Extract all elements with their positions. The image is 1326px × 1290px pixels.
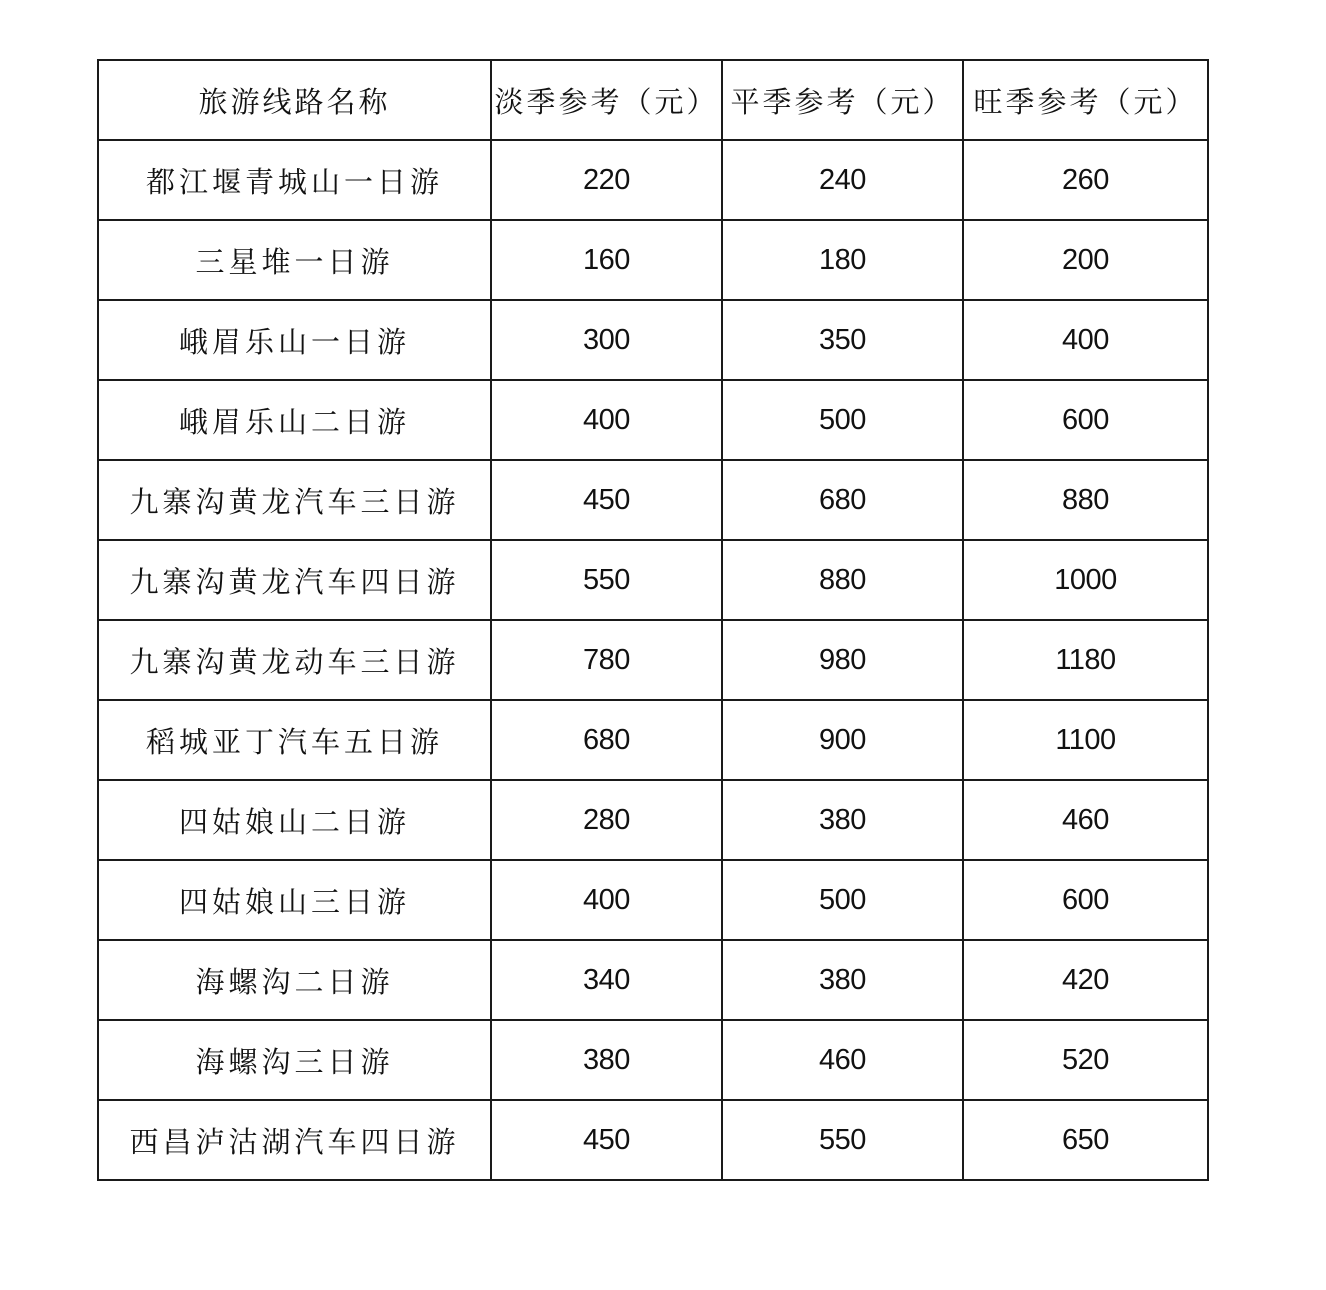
table-row (98, 860, 1208, 940)
mid-season-price-cell: 550 (722, 1100, 963, 1180)
route-name-cell: 三星堆一日游 (98, 220, 491, 300)
low-season-price-cell: 300 (491, 300, 722, 380)
table-row (98, 1100, 1208, 1180)
high-season-price-cell: 1100 (963, 700, 1208, 780)
route-name-cell: 峨眉乐山一日游 (98, 300, 491, 380)
mid-season-price-cell: 500 (722, 860, 963, 940)
mid-season-price-cell: 680 (722, 460, 963, 540)
route-name-cell: 海螺沟三日游 (98, 1020, 491, 1100)
high-season-price-cell: 400 (963, 300, 1208, 380)
header-route-name: 旅游线路名称 (98, 60, 491, 140)
mid-season-price-cell: 460 (722, 1020, 963, 1100)
low-season-price-cell: 220 (491, 140, 722, 220)
low-season-price-cell: 450 (491, 460, 722, 540)
low-season-price-cell: 400 (491, 860, 722, 940)
route-name-cell: 九寨沟黄龙汽车四日游 (98, 540, 491, 620)
table-row (98, 540, 1208, 620)
table-row (98, 300, 1208, 380)
route-name-cell: 都江堰青城山一日游 (98, 140, 491, 220)
mid-season-price-cell: 980 (722, 620, 963, 700)
mid-season-price-cell: 380 (722, 940, 963, 1020)
low-season-price-cell: 340 (491, 940, 722, 1020)
high-season-price-cell: 420 (963, 940, 1208, 1020)
high-season-price-cell: 200 (963, 220, 1208, 300)
route-name-cell: 九寨沟黄龙动车三日游 (98, 620, 491, 700)
route-name-cell: 海螺沟二日游 (98, 940, 491, 1020)
high-season-price-cell: 1000 (963, 540, 1208, 620)
high-season-price-cell: 520 (963, 1020, 1208, 1100)
high-season-price-cell: 650 (963, 1100, 1208, 1180)
header-high-season: 旺季参考（元） (963, 60, 1208, 140)
high-season-price-cell: 880 (963, 460, 1208, 540)
table-row (98, 780, 1208, 860)
header-mid-season: 平季参考（元） (722, 60, 963, 140)
table-row (98, 140, 1208, 220)
table-row (98, 1020, 1208, 1100)
route-name-cell: 峨眉乐山二日游 (98, 380, 491, 460)
low-season-price-cell: 280 (491, 780, 722, 860)
route-name-cell: 四姑娘山三日游 (98, 860, 491, 940)
table-row (98, 460, 1208, 540)
mid-season-price-cell: 240 (722, 140, 963, 220)
route-name-cell: 四姑娘山二日游 (98, 780, 491, 860)
header-low-season: 淡季参考（元） (491, 60, 722, 140)
route-name-cell: 九寨沟黄龙汽车三日游 (98, 460, 491, 540)
low-season-price-cell: 380 (491, 1020, 722, 1100)
route-name-cell: 稻城亚丁汽车五日游 (98, 700, 491, 780)
table-row (98, 380, 1208, 460)
low-season-price-cell: 680 (491, 700, 722, 780)
low-season-price-cell: 160 (491, 220, 722, 300)
table-row (98, 620, 1208, 700)
mid-season-price-cell: 500 (722, 380, 963, 460)
low-season-price-cell: 450 (491, 1100, 722, 1180)
high-season-price-cell: 1180 (963, 620, 1208, 700)
mid-season-price-cell: 880 (722, 540, 963, 620)
low-season-price-cell: 780 (491, 620, 722, 700)
mid-season-price-cell: 380 (722, 780, 963, 860)
tour-price-table (97, 59, 1209, 1181)
low-season-price-cell: 400 (491, 380, 722, 460)
high-season-price-cell: 600 (963, 380, 1208, 460)
mid-season-price-cell: 900 (722, 700, 963, 780)
table-row (98, 940, 1208, 1020)
high-season-price-cell: 260 (963, 140, 1208, 220)
table-header-row (98, 60, 1208, 140)
table-row (98, 700, 1208, 780)
mid-season-price-cell: 180 (722, 220, 963, 300)
high-season-price-cell: 600 (963, 860, 1208, 940)
route-name-cell: 西昌泸沽湖汽车四日游 (98, 1100, 491, 1180)
table-row (98, 220, 1208, 300)
mid-season-price-cell: 350 (722, 300, 963, 380)
low-season-price-cell: 550 (491, 540, 722, 620)
high-season-price-cell: 460 (963, 780, 1208, 860)
